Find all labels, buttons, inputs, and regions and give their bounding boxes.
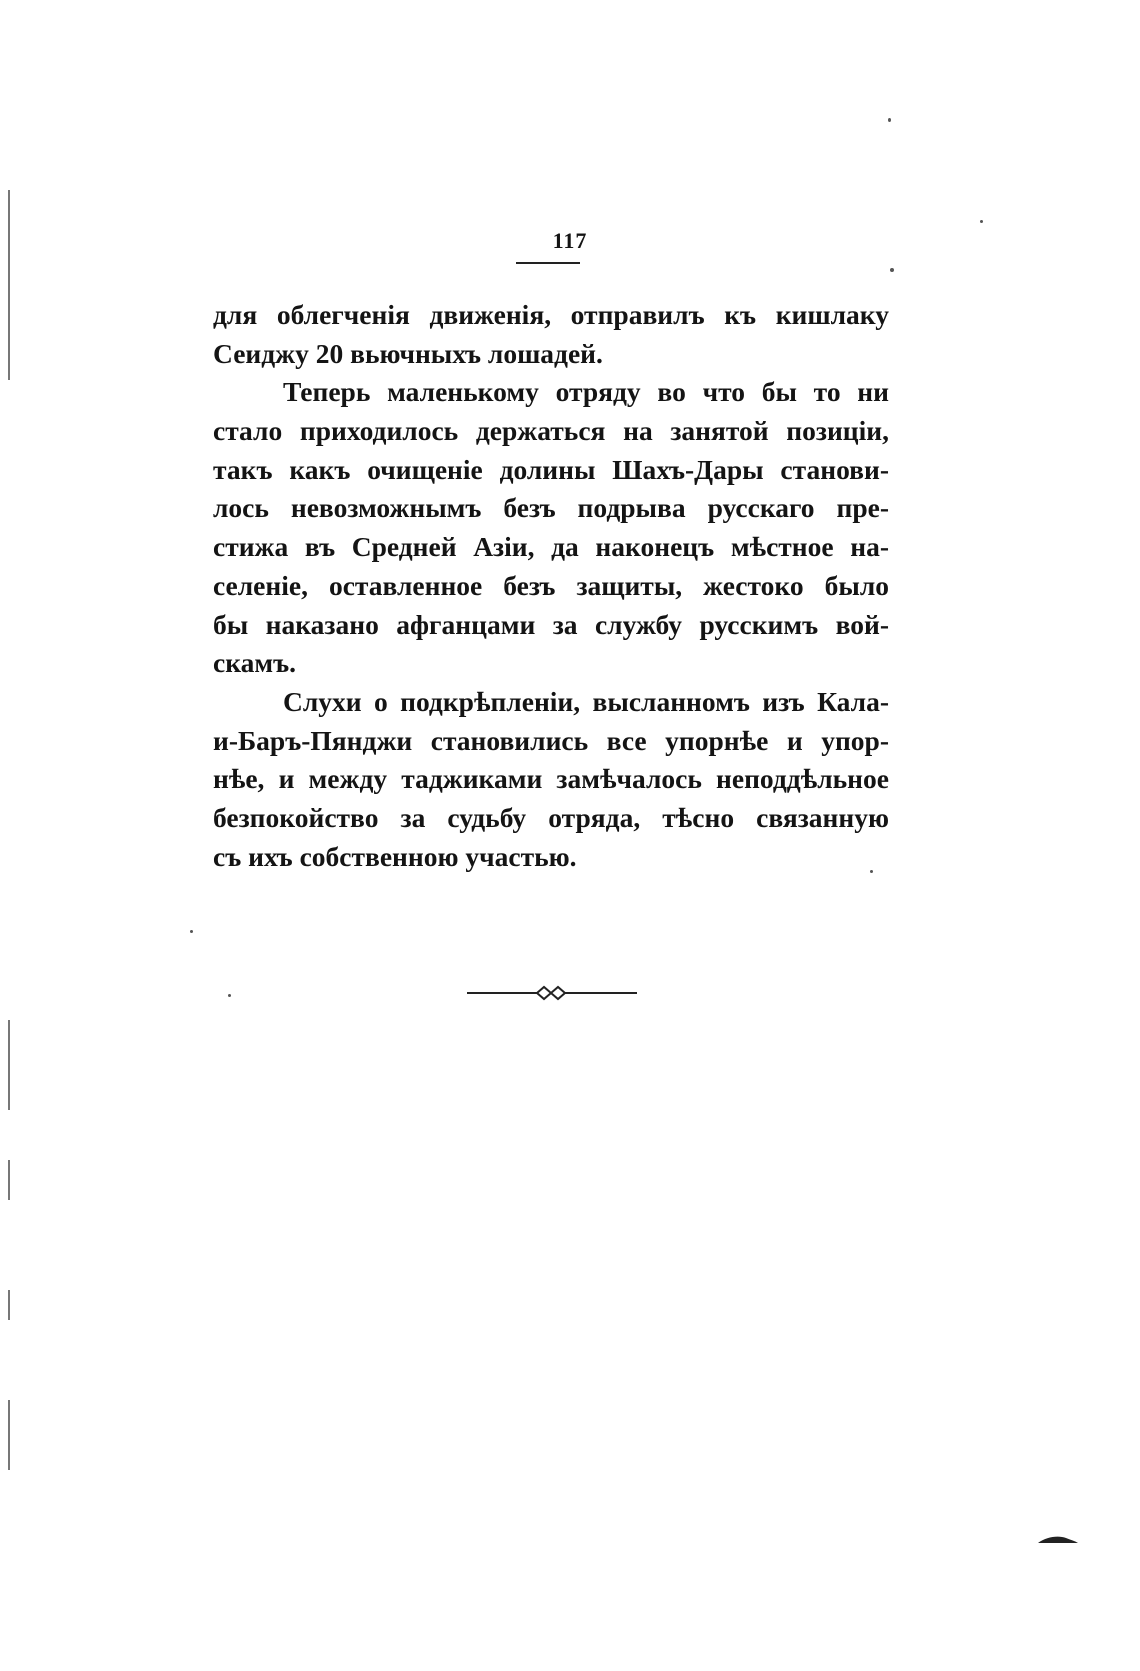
scan-speck (190, 930, 193, 933)
text-line: Слухи о подкрѣпленіи, высланномъ изъ Кала- (283, 685, 889, 717)
text-line: такъ какъ очищеніе долины Шахъ-Дары станови- (213, 453, 889, 485)
text-line: скамъ. (213, 647, 297, 679)
body-text (213, 296, 889, 876)
scan-edge-mark (8, 190, 10, 380)
text-line: селеніе, оставленное безъ защиты, жестоко было (213, 569, 889, 601)
text-line: стижа въ Средней Азіи, да наконецъ мѣстное на- (213, 531, 889, 563)
text-line: бы наказано афганцами за службу русскимъ вой- (213, 608, 889, 640)
scan-speck (228, 994, 231, 997)
ink-blot (1038, 1535, 1078, 1545)
text-line: Сеиджу 20 вьючныхъ лошадей. (213, 337, 603, 369)
double-diamond-ornament-icon (467, 985, 637, 1001)
text-line: Теперь маленькому отряду во что бы то ни (283, 376, 889, 408)
scan-edge-mark (8, 1290, 10, 1320)
text-line: лось невозможнымъ безъ подрыва русскаго пре- (213, 492, 889, 524)
scan-edge-mark (8, 1400, 10, 1470)
scan-speck (890, 268, 894, 272)
paragraph-3 (213, 683, 889, 876)
scan-speck (980, 220, 983, 223)
text-line: нѣе, и между таджиками замѣчалось неподдѣльное (213, 763, 889, 795)
text-line: съ ихъ собственною участью. (213, 840, 577, 872)
scan-edge-mark (8, 1020, 10, 1110)
paragraph-1 (213, 296, 889, 373)
paragraph-2 (213, 373, 889, 683)
scan-speck (888, 118, 891, 122)
text-line: стало приходилось держаться на занятой позиціи, (213, 415, 889, 447)
scan-speck (870, 870, 873, 873)
text-line: безпокойство за судьбу отряда, тѣсно связанную (213, 801, 889, 833)
scan-edge-mark (8, 1160, 10, 1200)
page-number-underline (516, 262, 580, 264)
text-line: и-Баръ-Пянджи становились все упорнѣе и упор- (213, 724, 889, 756)
text-line: для облегченія движенія, отправилъ къ кишлаку (213, 299, 889, 330)
page-number: 117 (552, 228, 588, 253)
